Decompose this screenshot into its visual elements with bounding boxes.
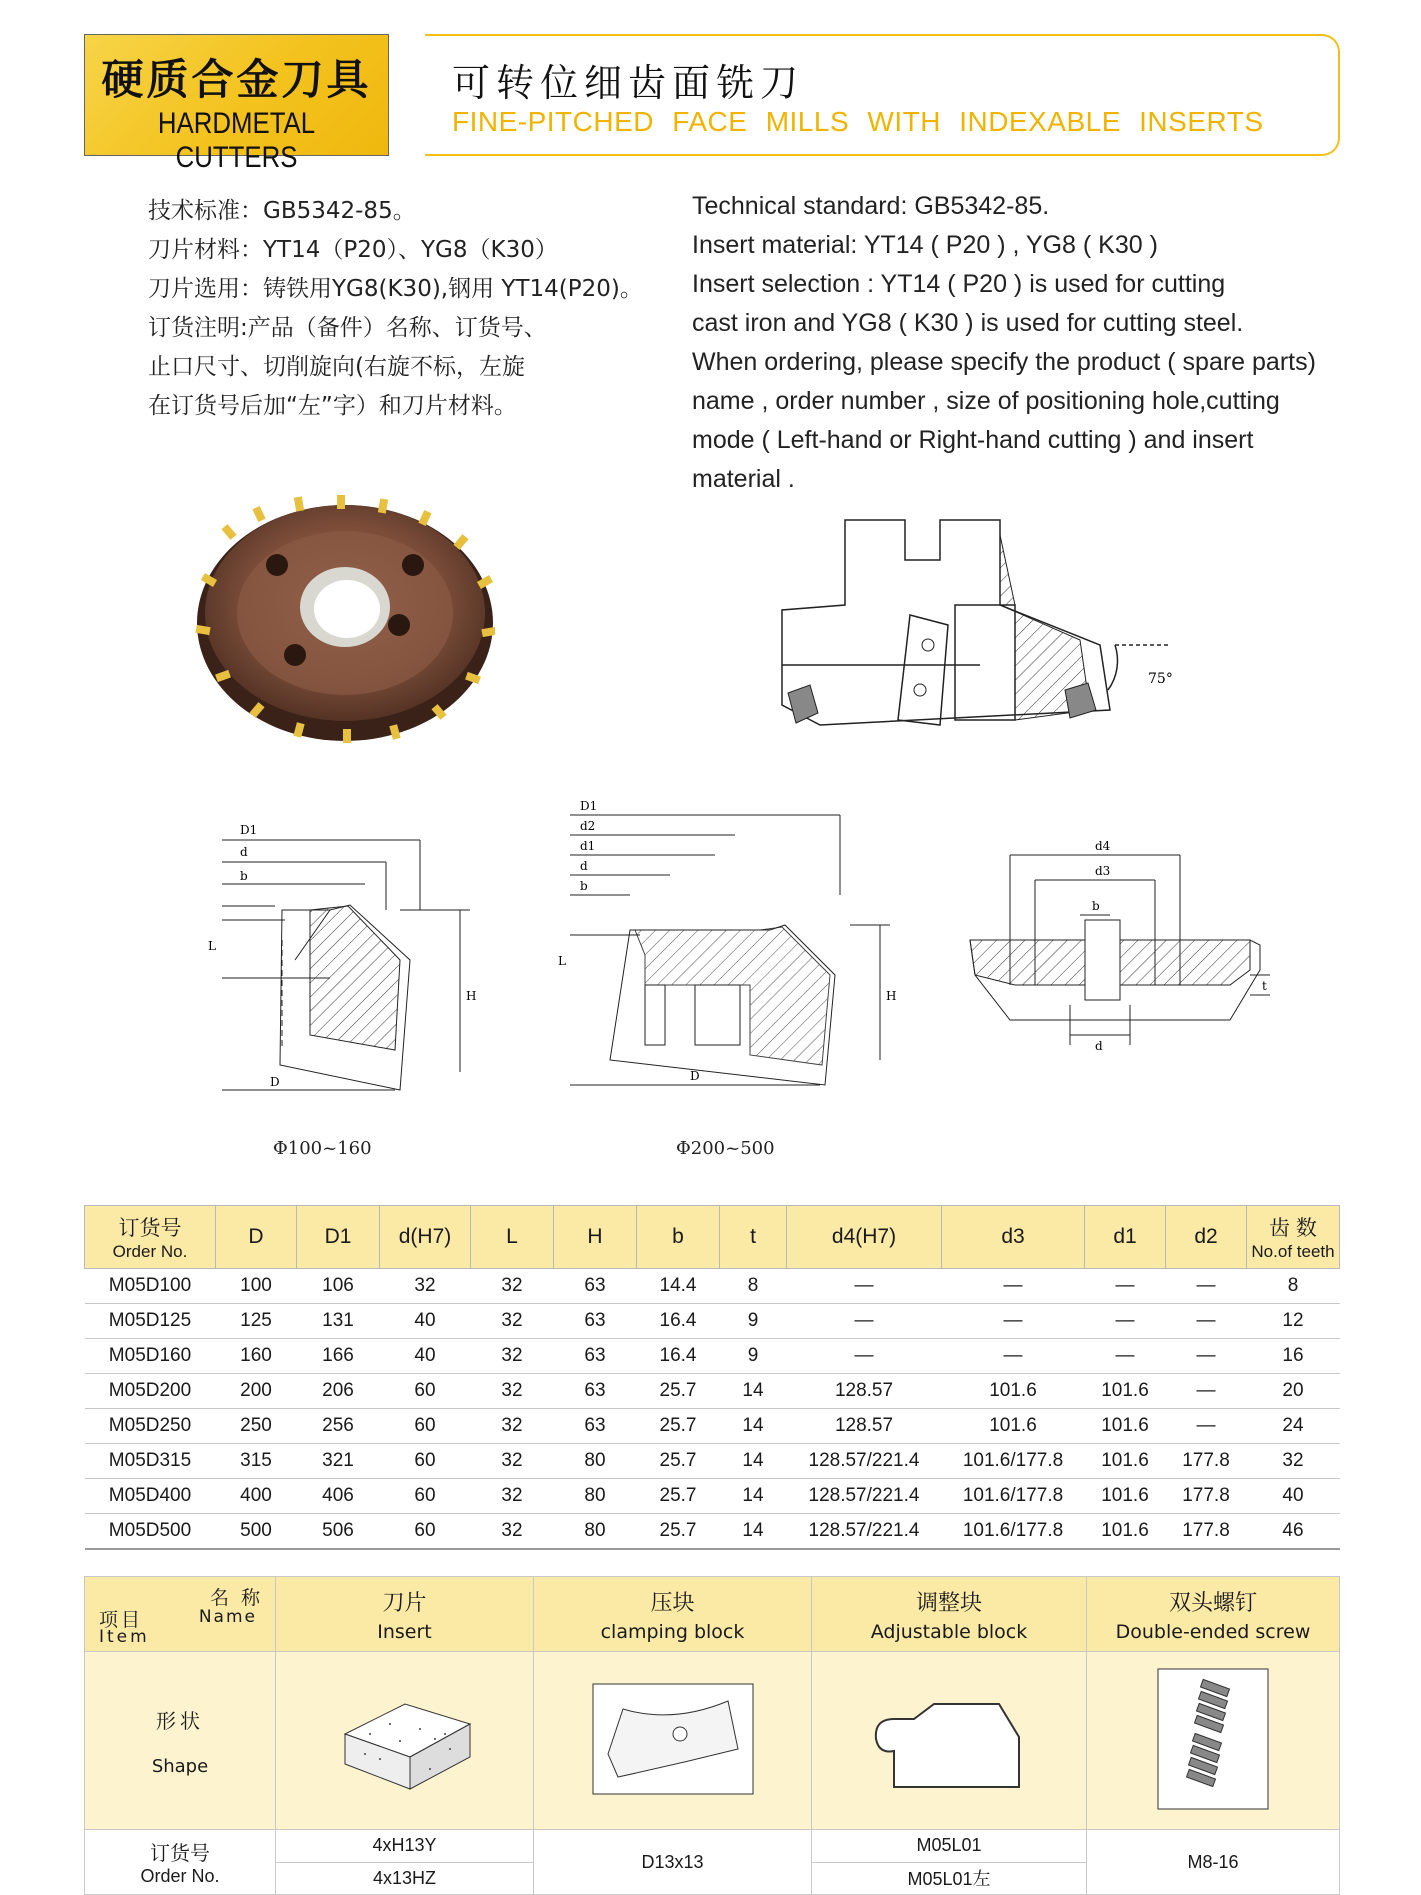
table-cell: 32 — [380, 1269, 471, 1304]
corner-item-en: Item — [99, 1627, 150, 1647]
table-cell: 63 — [554, 1269, 637, 1304]
table-cell: 32 — [471, 1304, 554, 1339]
table-cell: 9 — [720, 1339, 787, 1374]
parts-col-clamp: 压块 clamping block — [534, 1577, 812, 1652]
parts-header-row — [85, 1577, 1340, 1652]
table-cell: 101.6 — [942, 1374, 1085, 1409]
page-title-cn: 可转位细齿面铣刀 — [452, 61, 805, 105]
cutter-photo — [195, 495, 495, 745]
insert-shape-cell — [276, 1652, 534, 1830]
label-D1: D1 — [580, 799, 598, 813]
table-cell: 101.6 — [1085, 1514, 1166, 1550]
table-cell: 250 — [216, 1409, 297, 1444]
label-d1: d1 — [580, 839, 596, 853]
shape-label-cell — [85, 1652, 276, 1830]
table-cell: 14 — [720, 1374, 787, 1409]
spec-en-line: cast iron and YG8 ( K30 ) is used for cutting steel. — [692, 309, 1244, 337]
screw-shape-cell — [1087, 1652, 1340, 1830]
col-d: d(H7) — [380, 1206, 471, 1269]
table-cell: 128.57/221.4 — [787, 1514, 942, 1550]
parts-col-screw: 双头螺钉 Double-ended screw — [1087, 1577, 1340, 1652]
col-teeth: 齿 数 No.of teeth — [1247, 1206, 1340, 1269]
table-cell: 101.6/177.8 — [942, 1444, 1085, 1479]
parts-table — [84, 1576, 1340, 1895]
table-cell: 63 — [554, 1374, 637, 1409]
spec-en-line: When ordering, please specify the product ( spare parts) — [692, 348, 1316, 376]
parts-corner-cell — [85, 1577, 276, 1652]
spec-cn-line: 刀片选用：铸铁用YG8(K30),钢用 YT14(P20)。 — [148, 276, 643, 302]
parts-col-insert: 刀片 Insert — [276, 1577, 534, 1652]
col-d1: d1 — [1085, 1206, 1166, 1269]
spec-cn-line: 在订货号后加“左”字）和刀片材料。 — [148, 393, 517, 419]
table-cell: 25.7 — [637, 1409, 720, 1444]
angle-label: 75° — [1148, 671, 1173, 687]
table-row — [85, 1304, 1340, 1339]
table-cell: 206 — [297, 1374, 380, 1409]
table-cell: 32 — [471, 1269, 554, 1304]
dimension-drawing-pilot — [960, 835, 1290, 1065]
order-label-cell — [85, 1830, 276, 1895]
table-cell: 9 — [720, 1304, 787, 1339]
table-cell: 128.57/221.4 — [787, 1479, 942, 1514]
table-cell: 131 — [297, 1304, 380, 1339]
table-cell: 60 — [380, 1479, 471, 1514]
table-cell: 506 — [297, 1514, 380, 1550]
order-clamp: D13x13 — [534, 1830, 812, 1895]
table-cell: 25.7 — [637, 1479, 720, 1514]
table-cell: — — [1085, 1339, 1166, 1374]
caption-small: Φ100~160 — [273, 1138, 372, 1159]
order-screw: M8-16 — [1087, 1830, 1340, 1895]
label-d4: d4 — [1095, 839, 1111, 853]
table-cell: 60 — [380, 1374, 471, 1409]
table-cell: 101.6 — [1085, 1444, 1166, 1479]
spec-cn-line: 订货注明:产品（备件）名称、订货号、 — [148, 315, 547, 341]
order-insert-2: 4x13HZ — [276, 1862, 534, 1895]
col-D1: D1 — [297, 1206, 380, 1269]
table-cell: 101.6 — [1085, 1479, 1166, 1514]
label-d3: d3 — [1095, 864, 1111, 878]
col-H: H — [554, 1206, 637, 1269]
spec-en-line: Technical standard: GB5342-85. — [692, 192, 1050, 220]
table-cell: 14 — [720, 1479, 787, 1514]
label-D: D — [690, 1069, 700, 1083]
corner-name-en: Name — [198, 1607, 257, 1627]
spec-cn-line: 止口尺寸、切削旋向(右旋不标，左旋 — [148, 354, 525, 380]
table-cell: 20 — [1247, 1374, 1340, 1409]
table-cell: 24 — [1247, 1409, 1340, 1444]
table-cell: 500 — [216, 1514, 297, 1550]
label-D1: D1 — [240, 823, 258, 837]
table-cell: 400 — [216, 1479, 297, 1514]
table-cell: 101.6 — [942, 1409, 1085, 1444]
table-cell: — — [942, 1269, 1085, 1304]
table-cell: 32 — [471, 1409, 554, 1444]
table-cell: 315 — [216, 1444, 297, 1479]
brand-title-en: HARDMETAL CUTTERS — [157, 107, 316, 174]
table-cell: — — [942, 1304, 1085, 1339]
table-cell: 32 — [471, 1479, 554, 1514]
table-cell: M05D500 — [85, 1514, 216, 1550]
table-cell: — — [787, 1339, 942, 1374]
label-b: b — [1092, 899, 1100, 913]
table-cell: 60 — [380, 1409, 471, 1444]
table-cell: — — [1085, 1304, 1166, 1339]
table-cell: — — [1166, 1374, 1247, 1409]
table-cell: 14.4 — [637, 1269, 720, 1304]
table-cell: M05D100 — [85, 1269, 216, 1304]
table-cell: 40 — [1247, 1479, 1340, 1514]
col-d4: d4(H7) — [787, 1206, 942, 1269]
label-H: H — [466, 989, 477, 1003]
spec-en-line: mode ( Left-hand or Right-hand cutting ) and insert — [692, 426, 1254, 454]
brand-box — [84, 34, 389, 174]
col-order: 订货号 Order No. — [85, 1206, 216, 1269]
adjust-shape-cell — [812, 1652, 1087, 1830]
table-cell: 80 — [554, 1514, 637, 1550]
table-cell: 128.57/221.4 — [787, 1444, 942, 1479]
table-cell: — — [787, 1304, 942, 1339]
table-cell: 160 — [216, 1339, 297, 1374]
corner-name-cn: 名 称 — [209, 1587, 263, 1609]
order-label-cn: 订货号 — [150, 1843, 210, 1865]
table-cell: M05D125 — [85, 1304, 216, 1339]
table-cell: — — [1166, 1409, 1247, 1444]
spec-table-header — [85, 1206, 1340, 1269]
table-cell: — — [1166, 1339, 1247, 1374]
table-cell: 16 — [1247, 1339, 1340, 1374]
table-cell: 32 — [471, 1514, 554, 1550]
table-cell: 25.7 — [637, 1514, 720, 1550]
table-cell: 177.8 — [1166, 1479, 1247, 1514]
table-cell: 32 — [471, 1444, 554, 1479]
table-cell: M05D250 — [85, 1409, 216, 1444]
col-d3: d3 — [942, 1206, 1085, 1269]
shape-label-en: Shape — [151, 1755, 209, 1777]
label-L: L — [208, 939, 216, 953]
table-cell: 80 — [554, 1444, 637, 1479]
page-title-en: FINE-PITCHED FACE MILLS WITH INDEXABLE INSERTS — [452, 106, 1264, 137]
table-cell: 101.6 — [1085, 1374, 1166, 1409]
table-cell: 32 — [471, 1339, 554, 1374]
order-adjust-2: M05L01左 — [812, 1862, 1087, 1895]
parts-shape-row — [85, 1652, 1340, 1830]
col-d2: d2 — [1166, 1206, 1247, 1269]
table-cell: M05D400 — [85, 1479, 216, 1514]
dimension-drawing-small — [200, 810, 490, 1110]
table-cell: 101.6 — [1085, 1409, 1166, 1444]
table-row — [85, 1514, 1340, 1550]
label-d: d — [580, 859, 588, 873]
spec-table — [84, 1205, 1340, 1550]
label-d: d — [1095, 1039, 1103, 1053]
parts-order-row — [85, 1830, 1340, 1863]
label-d2: d2 — [580, 819, 596, 833]
clamp-shape-icon — [588, 1679, 758, 1799]
order-adjust-1: M05L01 — [812, 1830, 1087, 1863]
table-row — [85, 1444, 1340, 1479]
order-label-en: Order No. — [140, 1866, 220, 1886]
table-cell: 125 — [216, 1304, 297, 1339]
label-b: b — [580, 879, 588, 893]
label-b: b — [240, 869, 248, 883]
cutter-section-drawing — [770, 515, 1190, 740]
table-row — [85, 1339, 1340, 1374]
adjust-shape-icon — [864, 1679, 1034, 1799]
spec-en-line: Insert material: YT14 ( P20 ) , YG8 ( K30 ) — [692, 231, 1158, 259]
table-cell: 166 — [297, 1339, 380, 1374]
table-cell: 14 — [720, 1514, 787, 1550]
insert-shape-icon — [330, 1679, 480, 1799]
spec-cn-line: 刀片材料：YT14（P20）、YG8（K30） — [148, 237, 558, 263]
table-cell: 46 — [1247, 1514, 1340, 1550]
table-cell: 101.6/177.8 — [942, 1514, 1085, 1550]
brand-title-cn: 硬质合金刀具 — [101, 55, 372, 104]
label-L: L — [558, 954, 566, 968]
corner-item-cn: 项目 — [99, 1609, 144, 1631]
table-cell: M05D200 — [85, 1374, 216, 1409]
table-cell: — — [942, 1339, 1085, 1374]
table-cell: 406 — [297, 1479, 380, 1514]
col-t: t — [720, 1206, 787, 1269]
table-cell: 200 — [216, 1374, 297, 1409]
table-cell: 177.8 — [1166, 1444, 1247, 1479]
label-t: t — [1262, 979, 1267, 993]
table-cell: 8 — [720, 1269, 787, 1304]
table-cell: 101.6/177.8 — [942, 1479, 1085, 1514]
table-cell: 14 — [720, 1409, 787, 1444]
table-cell: 25.7 — [637, 1444, 720, 1479]
shape-label-cn: 形状 — [156, 1708, 204, 1733]
table-cell: 32 — [471, 1374, 554, 1409]
col-L: L — [471, 1206, 554, 1269]
table-cell: 14 — [720, 1444, 787, 1479]
table-cell: 256 — [297, 1409, 380, 1444]
table-cell: 60 — [380, 1444, 471, 1479]
table-cell: 32 — [1247, 1444, 1340, 1479]
table-cell: 25.7 — [637, 1374, 720, 1409]
table-row — [85, 1269, 1340, 1304]
table-row — [85, 1409, 1340, 1444]
table-cell: 80 — [554, 1479, 637, 1514]
table-cell: 63 — [554, 1409, 637, 1444]
table-cell: 16.4 — [637, 1339, 720, 1374]
screw-shape-icon — [1153, 1664, 1273, 1814]
table-cell: 177.8 — [1166, 1514, 1247, 1550]
table-cell: — — [1166, 1269, 1247, 1304]
table-cell: 40 — [380, 1304, 471, 1339]
table-cell: 106 — [297, 1269, 380, 1304]
table-cell: 321 — [297, 1444, 380, 1479]
spec-en-line: name , order number , size of positioning hole,cutting — [692, 387, 1280, 415]
table-cell: 60 — [380, 1514, 471, 1550]
spec-en-line: material . — [692, 465, 795, 493]
table-cell: 128.57 — [787, 1409, 942, 1444]
clamp-shape-cell — [534, 1652, 812, 1830]
table-cell: M05D160 — [85, 1339, 216, 1374]
spec-en-line: Insert selection : YT14 ( P20 ) is used for cutting — [692, 270, 1226, 298]
table-cell: — — [1085, 1269, 1166, 1304]
table-cell: 16.4 — [637, 1304, 720, 1339]
table-cell: M05D315 — [85, 1444, 216, 1479]
table-cell: 100 — [216, 1269, 297, 1304]
parts-col-adjust: 调整块 Adjustable block — [812, 1577, 1087, 1652]
table-cell: 12 — [1247, 1304, 1340, 1339]
table-cell: — — [1166, 1304, 1247, 1339]
table-cell: 63 — [554, 1304, 637, 1339]
table-row — [85, 1479, 1340, 1514]
order-insert-1: 4xH13Y — [276, 1830, 534, 1863]
label-d: d — [240, 845, 248, 859]
table-cell: 128.57 — [787, 1374, 942, 1409]
label-H: H — [886, 989, 897, 1003]
table-row — [85, 1374, 1340, 1409]
label-D: D — [270, 1075, 280, 1089]
caption-large: Φ200~500 — [676, 1138, 775, 1159]
dimension-drawing-large — [550, 795, 920, 1105]
table-cell: 40 — [380, 1339, 471, 1374]
col-D: D — [216, 1206, 297, 1269]
col-b: b — [637, 1206, 720, 1269]
table-cell: 8 — [1247, 1269, 1340, 1304]
spec-cn-line: 技术标准：GB5342-85。 — [148, 198, 416, 224]
table-cell: 63 — [554, 1339, 637, 1374]
table-cell: — — [787, 1269, 942, 1304]
